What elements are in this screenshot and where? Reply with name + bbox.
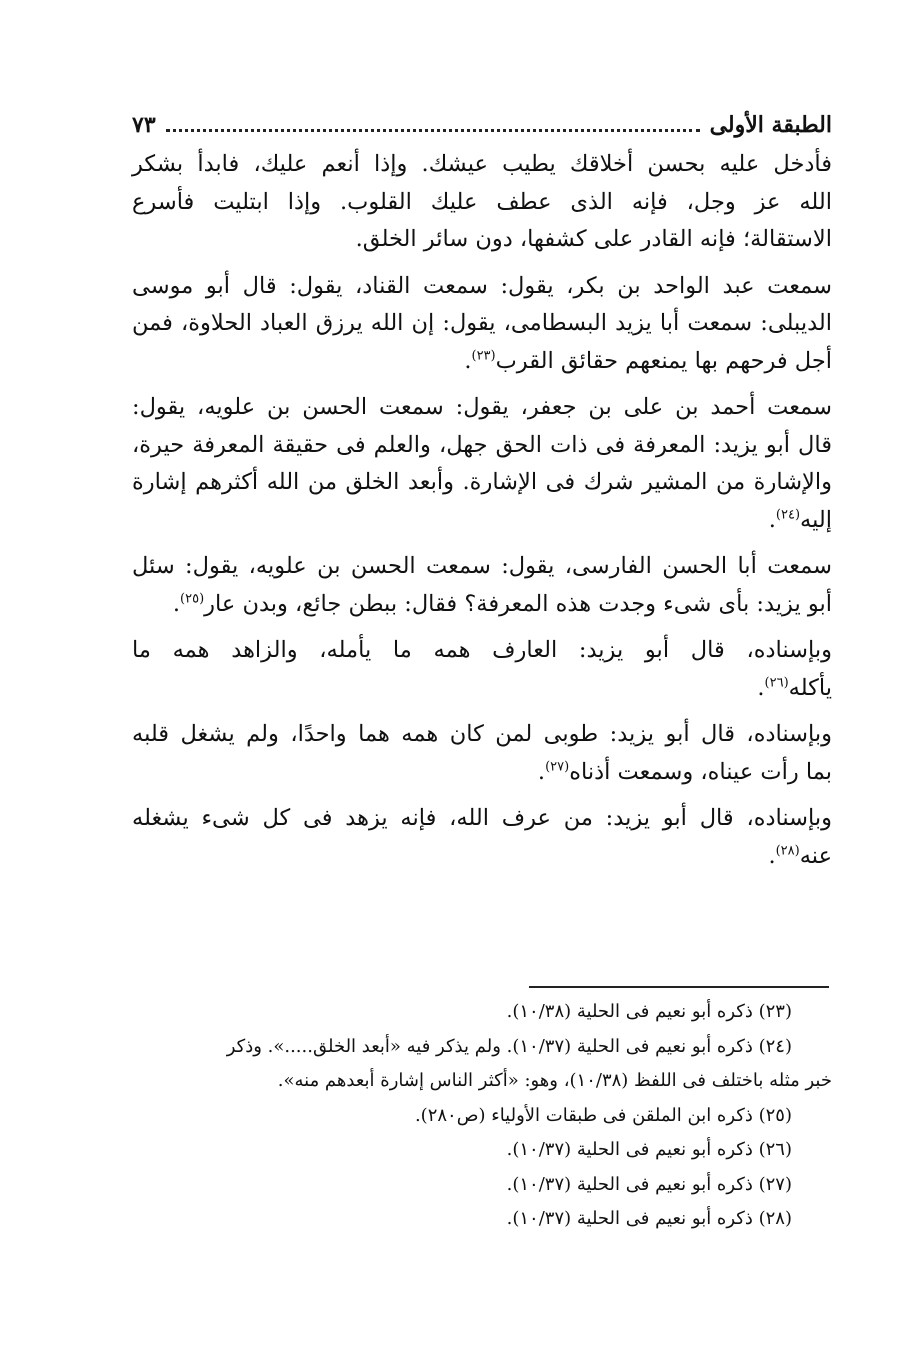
text-line (132, 221, 832, 259)
line-text: سمعت أحمد بن على بن جعفر، يقول: سمعت الحسن بن علويه، يقول: (132, 394, 832, 420)
line-text: وبإسناده، قال أبو يزيد: طوبى لمن كان همه هما واحدًا، ولم يشغل قلبه (132, 721, 832, 747)
footnote: (٢٣) ذكره أبو نعيم فى الحلية (١٠/٣٨). (506, 1001, 792, 1022)
line-text: وبإسناده، قال أبو يزيد: العارف همه ما يأمله، والزاهد همه ما (132, 637, 832, 663)
line-text: قال أبو يزيد: المعرفة فى ذات الحق جهل، والعلم فى حقيقة المعرفة حيرة، (132, 431, 832, 458)
text-line (132, 548, 832, 586)
line-text: أجل فرحهم بها يمنعهم حقائق القرب (495, 347, 832, 374)
footnote-separator (529, 986, 829, 988)
text-line (132, 632, 832, 670)
paragraph-gap (132, 791, 832, 800)
footnote-ref: (٢٤) (775, 507, 801, 522)
period: . (757, 674, 765, 701)
text-line (132, 586, 832, 624)
text-line (132, 389, 832, 427)
running-header (132, 112, 832, 146)
line-text: الله عز وجل، فإنه الذى عطف عليك القلوب. وإذا ابتليت فأسرع (132, 188, 832, 215)
paragraph-gap (132, 707, 832, 716)
main-text (132, 146, 832, 875)
line-text: سمعت أبا الحسن الفارسى، يقول: سمعت الحسن بن علويه، يقول: سئل (132, 553, 832, 579)
line-text: والإشارة من المشير شرك فى الإشارة. وأبعد الخلق من الله أكثرهم إشارة (132, 469, 832, 495)
line-text: سمعت عبد الواحد بن بكر، يقول: سمعت القناد، يقول: قال أبو موسى (132, 272, 832, 299)
period: . (768, 506, 776, 533)
text-line (132, 427, 832, 465)
line-text: بما رأت عيناه، وسمعت أذناه (569, 758, 832, 785)
line-text: يأكله (788, 674, 832, 701)
text-line (132, 502, 832, 540)
period: . (464, 347, 472, 374)
footnote-ref: (٢٣) (471, 348, 496, 363)
footnote: (٢٤) ذكره أبو نعيم فى الحلية (١٠/٣٧). ولم يذكر فيه «أبعد الخلق.....». وذكر (226, 1035, 792, 1057)
header-leader-dots (166, 129, 700, 132)
period: . (537, 758, 546, 785)
paragraph-gap (132, 259, 832, 268)
footnote-ref: (٢٨) (775, 843, 800, 858)
footnote-ref: (٢٥) (180, 591, 205, 606)
paragraph-gap (132, 380, 832, 389)
text-line (132, 800, 832, 838)
footnote: خبر مثله باختلف فى اللفظ (١٠/٣٨)، وهو: «أكثر الناس إشارة أبعدهم منه». (277, 1070, 832, 1091)
period: . (768, 842, 776, 869)
line-text: الديبلى: سمعت أبا يزيد البسطامى، يقول: إن الله يرزق العباد الحلاوة، فمن (132, 310, 832, 336)
text-line (132, 754, 832, 792)
text-line (132, 146, 832, 184)
line-text: وبإسناده، قال أبو يزيد: من عرف الله، فإنه يزهد فى كل شىء يشغله (132, 805, 832, 831)
footnote-ref: (٢٦) (764, 675, 789, 690)
footnote-ref: (٢٧) (545, 759, 570, 774)
line-text: إليه (800, 506, 832, 533)
text-line (132, 716, 832, 754)
text-line (132, 838, 832, 876)
paragraph-gap (132, 623, 832, 632)
line-text: أبو يزيد: بأى شىء وجدت هذه المعرفة؟ فقال: ببطن جائع، وبدن عار (204, 590, 832, 617)
period: . (172, 590, 181, 617)
text-line (132, 305, 832, 343)
text-line (132, 268, 832, 306)
page-number: ٧٣ (132, 112, 156, 138)
footnotes (120, 995, 832, 1237)
text-line (132, 343, 832, 381)
footnote: (٢٧) ذكره أبو نعيم فى الحلية (١٠/٣٧). (506, 1173, 792, 1195)
line-text: عنه (799, 842, 832, 869)
footnote: (٢٦) ذكره أبو نعيم فى الحلية (١٠/٣٧). (506, 1139, 792, 1160)
text-line (132, 464, 832, 502)
line-text: الاستقالة؛ فإنه القادر على كشفها، دون سائر الخلق. (355, 226, 832, 252)
header-title: الطبقة الأولى (709, 112, 832, 138)
footnote: (٢٨) ذكره أبو نعيم فى الحلية (١٠/٣٧). (506, 1208, 792, 1229)
paragraph-gap (132, 539, 832, 548)
line-text: فأدخل عليه بحسن أخلاقك يطيب عيشك. وإذا أنعم عليك، فابدأ بشكر (132, 151, 832, 177)
footnote: (٢٥) ذكره ابن الملقن فى طبقات الأولياء (ص٢٨٠). (414, 1104, 792, 1126)
text-line (132, 670, 832, 708)
text-line (132, 184, 832, 222)
page (132, 112, 832, 875)
